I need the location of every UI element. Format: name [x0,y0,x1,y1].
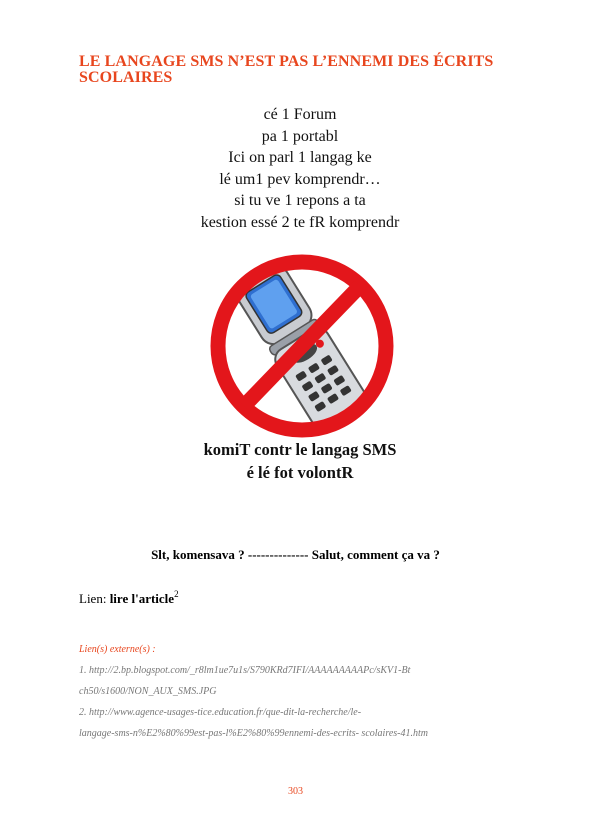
article-link-line [79,589,179,607]
illustration-line: si tu ve 1 repons a ta [234,192,366,209]
external-link[interactable]: 1. http://2.bp.blogspot.com/_r8lm1ue7u1s/S790KRd7IFI/AAAAAAAAAPc/sKV1-Bt [79,665,411,676]
sms-translation-example: Slt, komensava ? -------------- Salut, comment ça va ? [151,547,440,562]
external-links-heading: Lien(s) externe(s) : [79,644,156,655]
page-number: 303 [288,786,303,797]
illustration-line: lé um1 pev komprendr… [219,170,381,188]
illustration-line: pa 1 portabl [261,127,339,145]
title-line-1: LE LANGAGE SMS N’EST PAS L’ENNEMI DES ÉCRITS [79,53,494,70]
illustration-bottom-text [170,438,430,484]
illustration-top-text [170,104,430,233]
no-phone-sign-icon [202,244,402,444]
article-link[interactable]: lire l'article [109,591,175,606]
illustration-line: cé 1 Forum [263,106,337,123]
link-prefix: Lien: [79,591,110,606]
external-link[interactable]: ch50/s1600/NON_AUX_SMS.JPG [79,686,217,697]
title-line-2: SCOLAIRES [79,69,173,86]
illustration-line: komiT contr le langag SMS [203,440,397,459]
footnote-ref: 2 [174,589,179,599]
document-title [79,54,539,86]
illustration-line: kestion essé 2 te fR komprendr [200,213,400,231]
illustration-line: é lé fot volontR [246,463,354,482]
external-links [79,639,519,744]
illustration-line: Ici on parl 1 langag ke [228,149,372,166]
no-sms-illustration [170,104,430,484]
external-link[interactable]: langage-sms-n%E2%80%99est-pas-l%E2%80%99ennemi-des-ecrits- scolaires-41.htm [79,728,428,739]
external-link[interactable]: 2. http://www.agence-usages-tice.education.fr/que-dit-la-recherche/le- [79,707,362,718]
